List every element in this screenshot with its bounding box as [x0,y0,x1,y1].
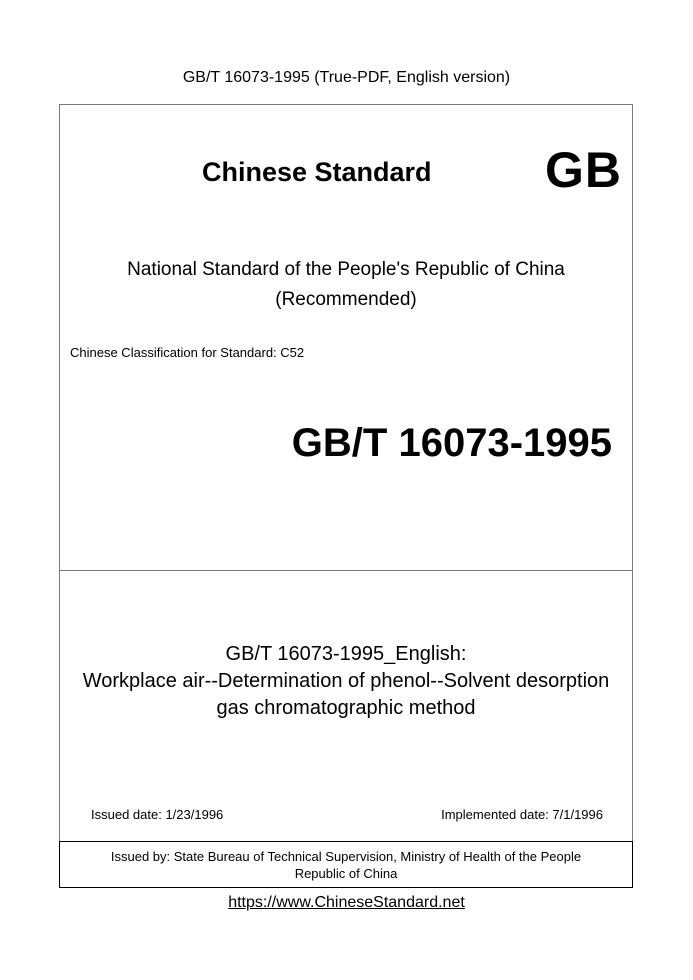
document-title-line: gas chromatographic method [216,697,476,719]
cover-panel [59,104,633,571]
standard-number: GB/T 16073-1995 [291,421,612,465]
document-title-line: Workplace air--Determination of phenol--Solvent desorption [82,670,610,692]
national-standard-line: National Standard of the People's Republic of China [127,259,565,280]
classification-label: Chinese Classification for Standard: C52 [70,345,305,360]
chinese-standard-heading: Chinese Standard [202,157,432,187]
document-title [60,641,632,722]
recommended-label: (Recommended) [275,289,417,310]
implemented-date: Implemented date: 7/1/1996 [441,807,603,822]
issued-date: Issued date: 1/23/1996 [91,807,224,822]
issuer-panel [59,841,633,888]
gb-mark: GB [545,142,622,198]
page-header: GB/T 16073-1995 (True-PDF, English version) [182,69,511,86]
issued-by [60,848,632,882]
issued-by-line: Republic of China [294,866,398,881]
website-link[interactable]: https://www.ChineseStandard.net [228,894,465,911]
issued-by-line: Issued by: State Bureau of Technical Supervision, Ministry of Health of the People [110,849,582,864]
document-title-line: GB/T 16073-1995_English: [225,643,467,665]
document-panel [59,570,633,842]
